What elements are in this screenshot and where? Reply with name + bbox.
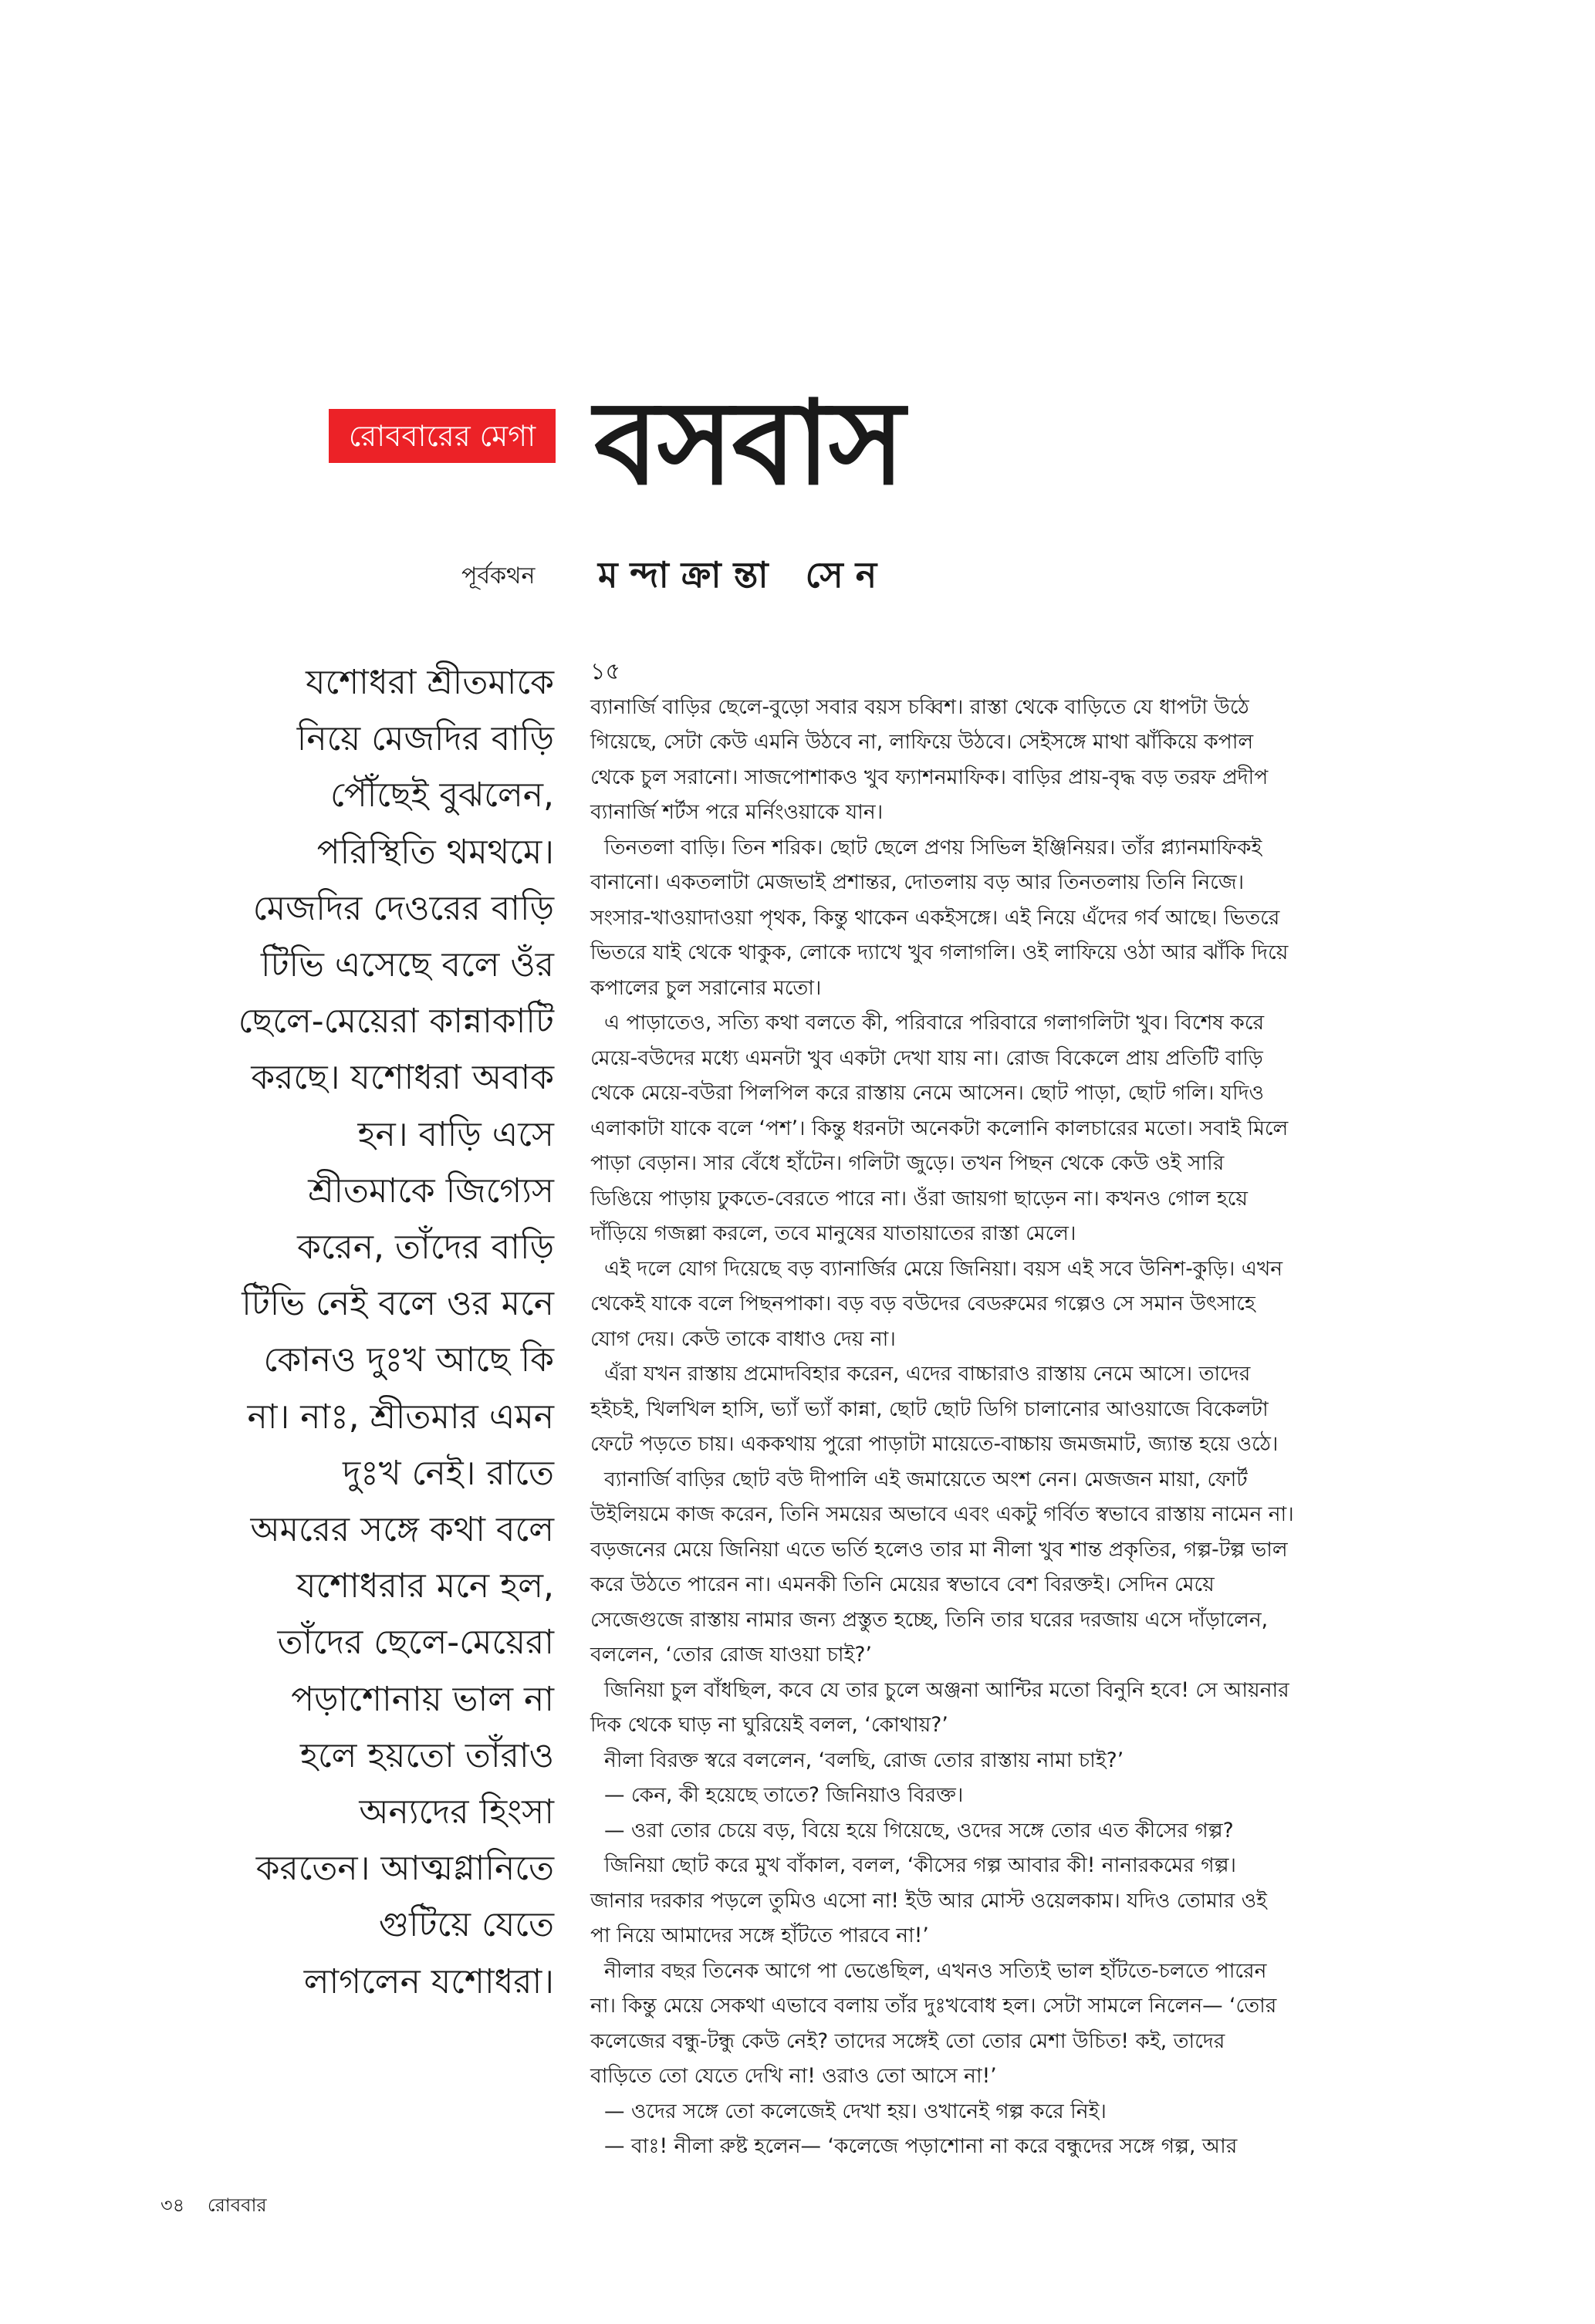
body-line: বড়জনের মেয়ে জিনিয়া এতে ভর্তি হলেও তার মা নীলা খুব শান্ত প্রকৃতির, গল্প-টল্প ভাল (590, 1537, 1288, 1562)
pull-quote-line: পৌঁছেই বুঝলেন, (329, 775, 554, 816)
body-line: এঁরা যখন রাস্তায় প্রমোদবিহার করেন, এদের বাচ্চারাও রাস্তায় নেমে আসে। তাদের (604, 1362, 1251, 1386)
body-line: ফেটে পড়তে চায়। এককথায় পুরো পাড়াটা মায়েতে-বাচ্চায় জমজমাট, জ্যান্ত হয়ে ওঠে। (590, 1432, 1279, 1456)
body-text (590, 690, 1393, 2164)
pull-quote-line: কোনও দুঃখ আছে কি (263, 1340, 554, 1380)
body-line: দাঁড়িয়ে গজল্লা করলে, তবে মানুষের যাতায়াতের রাস্তা মেলে। (590, 1221, 1076, 1245)
pull-quote-line: অন্যদের হিংসা (359, 1792, 554, 1833)
pull-quote-line: ছেলে-মেয়েরা কান্নাকাটি (238, 1002, 554, 1042)
pull-quote-line: মেজদির দেওরের বাড়ি (252, 888, 554, 928)
story-body (590, 654, 1393, 2164)
pull-quote-line: নিয়ে মেজদির বাড়ি (296, 719, 554, 759)
recap-label: পূর্বকথন (461, 562, 536, 589)
body-line: যোগ দেয়। কেউ তাকে বাধাও দেয় না। (590, 1326, 896, 1351)
body-line: থেকে চুল সরানো। সাজপোশাকও খুব ফ্যাশনমাফিক। বাড়ির প্রায়-বৃদ্ধ বড় তরফ প্রদীপ (590, 765, 1269, 789)
page-footer (161, 2190, 267, 2221)
pull-quote-line: লাগলেন যশোধরা। (303, 1961, 554, 2001)
pull-quote-line: পড়াশোনায় ভাল না (291, 1679, 554, 1719)
body-line: সেজেগুজে রাস্তায় নামার জন্য প্রস্তুত হচ্ছে, তিনি তার ঘরের দরজায় এসে দাঁড়ালেন, (590, 1607, 1269, 1632)
pull-quote-line: হন। বাড়ি এসে (357, 1114, 554, 1154)
pull-quote-line: পরিস্থিতি থমথমে। (316, 832, 554, 872)
body-line: ব্যানার্জি শর্টস পরে মর্নিংওয়াকে যান। (590, 800, 884, 824)
body-line: না। কিন্তু মেয়ে সেকথা এভাবে বলায় তাঁর দুঃখবোধ হল। সেটা সামলে নিলেন— ‘তোর (590, 1994, 1277, 2018)
series-label-badge: রোববারের মেগা (329, 409, 556, 463)
pull-quote-line: গুটিয়ে যেতে (378, 1905, 554, 1945)
body-line: পা নিয়ে আমাদের সঙ্গে হাঁটতে পারবে না!’ (590, 1924, 929, 1947)
body-line: — কেন, কী হয়েছে তাতে? জিনিয়াও বিরক্ত। (604, 1783, 964, 1807)
pull-quote-line: না। নাঃ, শ্রীতমার এমন (247, 1397, 554, 1437)
body-line: থেকে মেয়ে-বউরা পিলপিল করে রাস্তায় নেমে আসেন। ছোট পাড়া, ছোট গলি। যদিও (590, 1081, 1265, 1105)
body-line: নীলার বছর তিনেক আগে পা ভেঙেছিল, এখনও সত্যিই ভাল হাঁটতে-চলতে পারেন (604, 1958, 1267, 1983)
body-line: থেকেই যাকে বলে পিছনপাকা। বড় বড় বউদের বেডরুমের গল্পেও সে সমান উৎসাহে (590, 1292, 1255, 1316)
body-line: ডিঙিয়ে পাড়ায় ঢুকতে-বেরতে পারে না। ওঁরা জায়গা ছাড়েন না। কখনও গোল হয়ে (590, 1186, 1248, 1211)
body-line: ব্যানার্জি বাড়ির ছেলে-বুড়ো সবার বয়স চব্বিশ। রাস্তা থেকে বাড়িতে যে ধাপটা উঠে (590, 694, 1249, 719)
chapter-number: ১৫ (590, 658, 620, 685)
body-line: জানার দরকার পড়লে তুমিও এসো না! ইউ আর মোস্ট ওয়েলকাম। যদিও তোমার ওই (590, 1888, 1267, 1913)
body-line: — ওদের সঙ্গে তো কলেজেই দেখা হয়। ওখানেই গল্প করে নিই। (604, 2099, 1107, 2123)
body-line: বললেন, ‘তোর রোজ যাওয়া চাই?’ (590, 1643, 872, 1667)
body-line: ব্যানার্জি বাড়ির ছোট বউ দীপালি এই জমায়েতে অংশ নেন। মেজজন মায়া, ফোর্ট (604, 1467, 1248, 1491)
body-line: — ওরা তোর চেয়ে বড়, বিয়ে হয়ে গিয়েছে, ওদের সঙ্গে তোর এত কীসের গল্প? (604, 1818, 1234, 1843)
page-number: ৩৪ (161, 2194, 185, 2216)
body-line: হইচই, খিলখিল হাসি, ভ্যাঁ ভ্যাঁ কান্না, ছোট ছোট ডিগি চালানোর আওয়াজে বিকেলটা (590, 1397, 1269, 1421)
body-line: উইলিয়মে কাজ করেন, তিনি সময়ের অভাবে এবং একটু গর্বিত স্বভাবে রাস্তায় নামেন না। (590, 1502, 1294, 1526)
body-line: নীলা বিরক্ত স্বরে বললেন, ‘বলছি, রোজ তোর রাস্তায় নামা চাই?’ (604, 1748, 1124, 1772)
pull-quote-line: শ্রীতমাকে জিগ্যেস (308, 1170, 554, 1211)
publication-name: রোববার (207, 2194, 267, 2216)
pull-quote-line: অমরের সঙ্গে কথা বলে (250, 1510, 554, 1550)
body-line: ভিতরে যাই থেকে থাকুক, লোকে দ্যাখে খুব গলাগলি। ওই লাফিয়ে ওঠা আর ঝাঁকি দিয়ে (590, 941, 1289, 964)
pull-quote-line: তাঁদের ছেলে-মেয়েরা (277, 1623, 554, 1663)
author-name: মন্দাক্রান্তা সেন (598, 554, 890, 596)
pull-quote-line: দুঃখ নেই। রাতে (343, 1453, 554, 1493)
body-line: করে উঠতে পারেন না। এমনকী তিনি মেয়ের স্বভাবে বেশ বিরক্তই। সেদিন মেয়ে (590, 1572, 1215, 1596)
body-line: এই দলে যোগ দিয়েছে বড় ব্যানার্জির মেয়ে জিনিয়া। বয়স এই সবে উনিশ-কুড়ি। এখন (604, 1256, 1283, 1281)
body-line: দিক থেকে ঘাড় না ঘুরিয়েই বলল, ‘কোথায়?’ (590, 1713, 948, 1737)
story-title: বসবাস (594, 377, 904, 511)
body-line: কপালের চুল সরানোর মতো। (590, 975, 822, 1000)
pull-quote-line: টিভি নেই বলে ওর মনে (242, 1284, 554, 1324)
pull-quote-line: যশোধরা শ্রীতমাকে (306, 663, 554, 702)
body-line: পাড়া বেড়ান। সার বেঁধে হাঁটেন। গলিটা জুড়ে। তখন পিছন থেকে কেউ ওই সারি (590, 1151, 1225, 1175)
pull-quote-line: করেন, তাঁদের বাড়ি (297, 1228, 554, 1268)
body-line: জিনিয়া ছোট করে মুখ বাঁকাল, বলল, ‘কীসের গল্প আবার কী! নানারকমের গল্প। (604, 1853, 1237, 1877)
body-line: সংসার-খাওয়াদাওয়া পৃথক, কিন্তু থাকেন একইসঙ্গে। এই নিয়ে এঁদের গর্ব আছে। ভিতরে (590, 905, 1280, 930)
pull-quote (139, 654, 554, 2010)
body-line: — বাঃ! নীলা রুষ্ট হলেন— ‘কলেজে পড়াশোনা না করে বন্ধুদের সঙ্গে গল্প, আর (604, 2134, 1238, 2158)
body-line: বানানো। একতলাটা মেজভাই প্রশান্তর, দোতলায় বড় আর তিনতলায় তিনি নিজে। (590, 870, 1245, 894)
pull-quote-line: হলে হয়তো তাঁরাও (299, 1735, 554, 1775)
pull-quote-line: যশোধরার মনে হল, (296, 1566, 554, 1606)
pull-quote-line: করছে। যশোধরা অবাক (251, 1058, 554, 1098)
pull-quote-line: করতেন। আত্মগ্লানিতে (255, 1849, 554, 1889)
body-line: মেয়ে-বউদের মধ্যে এমনটা খুব একটা দেখা যায় না। রোজ বিকেলে প্রায় প্রতিটি বাড়ি (590, 1045, 1263, 1070)
body-line: জিনিয়া চুল বাঁধছিল, কবে যে তার চুলে অঞ্জনা আন্টির মতো বিনুনি হবে! সে আয়নার (604, 1677, 1289, 1702)
body-line: গিয়েছে, সেটা কেউ এমনি উঠবে না, লাফিয়ে উঠবে। সেইসঙ্গে মাথা ঝাঁকিয়ে কপাল (590, 730, 1254, 754)
body-line: এলাকাটা যাকে বলে ‘পশ’। কিন্তু ধরনটা অনেকটা কলোনি কালচারের মতো। সবাই মিলে (590, 1116, 1289, 1140)
body-line: কলেজের বন্ধু-টন্ধু কেউ নেই? তাদের সঙ্গেই তো তোর মেশা উচিত! কই, তাদের (590, 2028, 1225, 2053)
pull-quote-line: টিভি এসেছে বলে ওঁর (261, 945, 554, 985)
body-line: এ পাড়াতেও, সত্যি কথা বলতে কী, পরিবারে পরিবারে গলাগলিটা খুব। বিশেষ করে (604, 1011, 1265, 1035)
body-line: তিনতলা বাড়ি। তিন শরিক। ছোট ছেলে প্রণয় সিভিল ইঞ্জিনিয়র। তাঁর প্ল্যানমাফিকই (604, 835, 1262, 860)
body-line: বাড়িতে তো যেতে দেখি না! ওরাও তো আসে না!’ (590, 2064, 997, 2088)
